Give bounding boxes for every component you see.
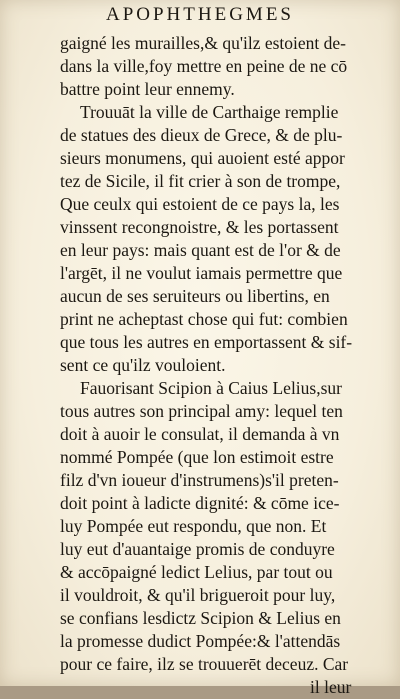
text-line: sieurs monumens, qui auoient esté appor [60, 148, 345, 168]
text-line: gaigné les murailles,& qu'ilz estoient de- [60, 33, 346, 53]
text-line: Fauorisant Scipion à Caius Lelius,sur [80, 378, 342, 398]
text-line: sent ce qu'ilz vouloient. [60, 355, 226, 375]
running-header: APOPHTHEGMES [105, 4, 295, 25]
text-line: Trouuāt la ville de Carthaige remplie [80, 102, 339, 122]
text-line: filz d'vn ioueur d'instrumens)s'il preten- [60, 470, 339, 490]
text-line: battre point leur ennemy. [60, 79, 235, 99]
text-line: que tous les autres en emportassent & sif- [60, 332, 353, 352]
text-line: en leur pays: mais quant est de l'or & de [60, 240, 341, 260]
text-line: print ne acheptast chose qui fut: combien [60, 309, 348, 329]
text-line: pour ce faire, ilz se trouuerēt deceuz. Car [60, 654, 349, 674]
text-line: nommé Pompée (que lon estimoit estre [60, 447, 334, 467]
text-line: la promesse dudict Pompée:& l'attendās [60, 631, 341, 651]
text-line: tous autres son principal amy: lequel ten [60, 401, 343, 421]
text-line: se confians lesdictz Scipion & Lelius en [60, 608, 341, 628]
text-line: l'argēt, il ne voulut iamais permettre que [60, 263, 343, 283]
text-line: tez de Sicile, il fit crier à son de trompe, [60, 171, 341, 191]
text-line: aucun de ses seruiteurs ou libertins, en [60, 286, 330, 306]
text-line: doit point à ladicte dignité: & cōme ice- [60, 493, 340, 513]
catchword: il leur [310, 677, 352, 697]
text-line: vinssent recongnoistre, & les portassent [60, 217, 339, 237]
text-line: il vouldroit, & qu'il brigueroit pour luy, [60, 585, 336, 605]
text-line: dans la ville,foy mettre en peine de ne cō [60, 56, 348, 76]
text-line: de statues des dieux de Grece, & de plu- [60, 125, 343, 145]
text-line: & accōpaigné ledict Lelius, par tout ou [60, 562, 333, 582]
text-line: doit à auoir le consulat, il demanda à vn [60, 424, 340, 444]
text-line: luy Pompée eut respondu, que non. Et [60, 516, 327, 536]
text-line: Que ceulx qui estoient de ce pays la, les [60, 194, 340, 214]
text-line: luy eut d'auantaige promis de conduyre [60, 539, 335, 559]
